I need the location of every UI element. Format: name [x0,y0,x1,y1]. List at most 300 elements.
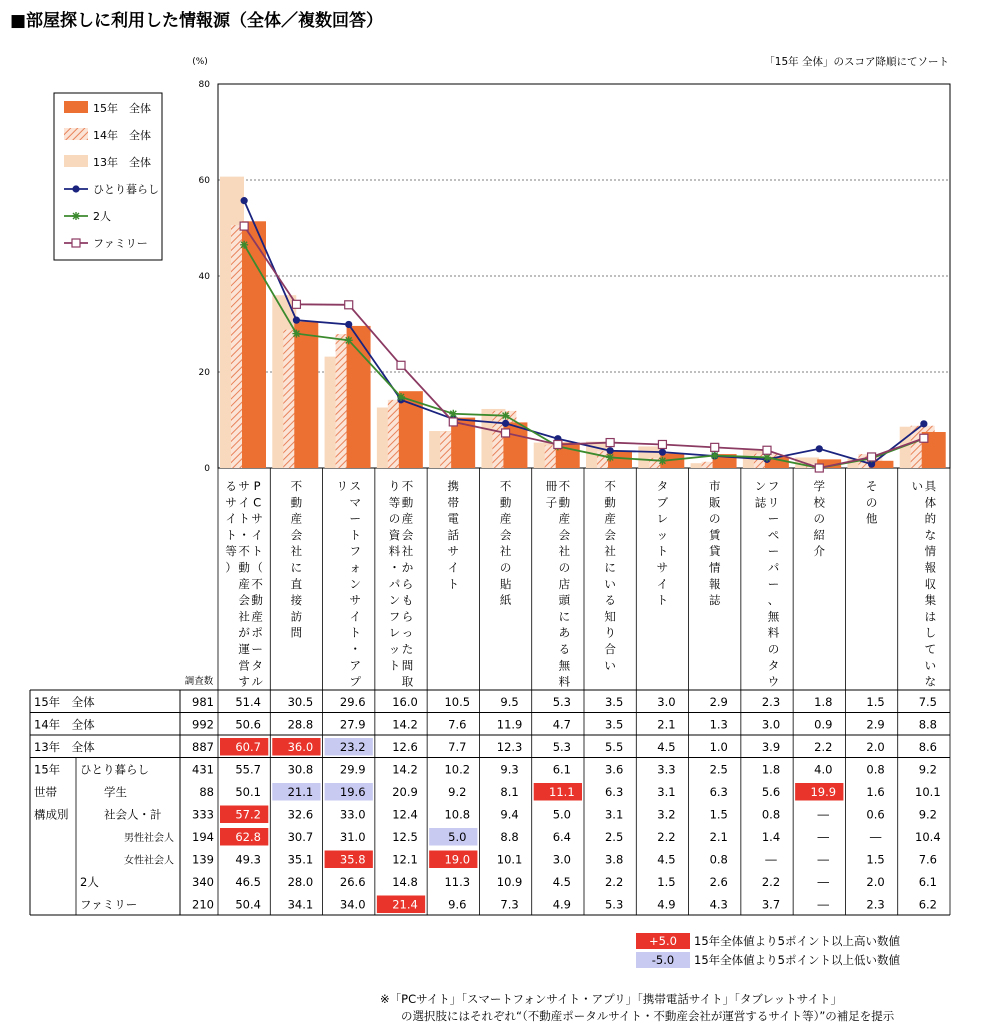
category-label-char: ト [349,625,361,640]
category-label-char: ペ [767,527,780,542]
table-cell: 4.5 [657,852,676,867]
category-label-char: 集 [924,593,937,608]
table-cell: 20.9 [392,785,418,799]
category-label-char: 等 [225,544,237,559]
row-label-secondary: ひとり暮らし [80,762,149,777]
table-cell: 9.4 [500,807,519,822]
table-cell: 50.4 [235,897,261,912]
table-cell: 32.6 [287,807,314,822]
table-cell: 2.0 [866,875,885,889]
table-cell: 4.5 [552,875,572,889]
row-count: 210 [192,897,214,912]
sort-note: 「15年 全体」のスコア降順にてソート [764,56,949,68]
legend-marker [72,239,80,247]
table-cell: 0.8 [866,762,885,777]
category-label-char: 学 [813,479,826,493]
table-cell: 51.4 [235,695,261,709]
category-label-char: タ [656,479,669,493]
marker-family [292,300,300,308]
table-cell: 1.8 [761,762,781,777]
category-label-char: ト [656,544,669,559]
category-label-char: 具 [924,479,937,493]
y-unit-label: (%) [192,57,208,67]
footnote-line-1: ※「PCサイト」「スマートフォンサイト・アプリ」「携帯電話サイト」「タブレットサイト」 [380,992,842,1006]
table-cell: 30.7 [287,830,314,844]
category-label-char: 接 [290,593,303,608]
category-label-char: り [604,625,616,640]
category-label-char: に [558,609,571,624]
table-cell: 2.2 [761,875,781,889]
table-cell: 29.9 [339,762,366,777]
category-label-char: 社 [499,544,512,559]
table-cell: 2.3 [866,897,885,912]
category-label-char: （ [251,560,263,575]
table-cell: 2.1 [709,830,728,844]
footnote [380,991,894,1025]
category-label-char: っ [401,625,414,640]
category-label-char: そ [865,479,878,493]
category-label-char: フ [767,479,780,493]
category-label-char: り [388,479,401,493]
table-cell: 4.5 [657,740,676,754]
category-label-char: の [388,511,401,526]
category-label-char: 社 [238,609,250,624]
highlight-high-box: +5.0 [636,933,690,949]
category-label-char: る [225,479,237,493]
category-label-char: ー [767,576,780,591]
table-cell: 2.3 [761,695,781,709]
category-label-char: ・ [238,527,250,542]
category-label-char: 知 [604,609,616,624]
table-cell: 1.5 [657,875,676,889]
table-cell: 5.3 [604,897,624,912]
category-label-char: い [911,479,924,493]
row-count: 194 [192,830,214,844]
row-label-primary: 15年 [34,762,61,777]
category-label-char: タ [251,658,263,673]
table-cell: ― [817,852,830,867]
category-label-char: か [401,560,414,575]
category-label-char: 動 [290,495,303,510]
row-label-secondary: 2人 [80,875,99,889]
table-cell: ― [817,807,830,822]
legend-label: ひとり暮らし [93,183,159,196]
table-cell: 55.7 [235,762,261,777]
category-label-char: 合 [604,642,616,656]
category-label-char: サ [225,495,237,510]
marker-single [345,321,352,328]
category-label-char: 会 [401,527,414,542]
table-cell: ― [869,830,882,844]
marker-family [554,440,562,448]
category-label-char: ト [225,527,237,542]
table-cell: 30.8 [287,762,314,777]
marker-two [658,457,666,465]
category-label-char: ト [349,527,361,542]
y-tick-label: 80 [198,80,210,90]
y-tick-label: 20 [198,368,210,378]
category-label-char: 営 [238,658,250,673]
legend [54,93,162,260]
marker-single [659,449,666,456]
table-cell: 1.5 [866,852,885,867]
table-cell: 2.2 [814,740,833,754]
table-cell: ― [817,830,830,844]
category-label-char: ・ [349,642,361,656]
marker-two [240,241,248,249]
table-cell: 7.7 [448,740,467,754]
category-label-char: 体 [924,495,937,510]
category-label-char: 会 [604,527,616,542]
table-cell: 14.8 [392,875,418,889]
category-label-char: プ [349,674,361,689]
category-label-char: P [253,479,261,493]
table-cell: 12.3 [496,740,523,754]
table-cell: 23.2 [339,740,366,754]
table-cell: 11.9 [496,717,523,732]
category-label-char: サ [447,544,460,559]
category-label-char: 料 [558,674,571,689]
table-cell: 11.1 [549,785,575,799]
category-label-char: 直 [290,576,303,591]
table-cell: 34.1 [287,897,314,912]
page-title: ■部屋探しに利用した情報源（全体／複数回答） [10,11,384,31]
category-label-char: 動 [251,593,263,608]
footnote-line-2: の選択肢にはそれぞれ“（不動産ポータルサイト・不動産会社が運営するサイト等）”の補足を提示 [401,1009,895,1023]
category-label-char: 不 [499,479,512,493]
table-cell: 2.6 [709,875,728,889]
table-cell: 2.9 [709,695,728,709]
category-label-char: 動 [238,560,250,575]
category-label-char: パ [767,560,780,575]
marker-single [241,197,248,204]
category-label-char: ト [388,658,401,673]
category-label-char: な [924,527,937,542]
category-label-char: る [604,593,616,608]
marker-family [606,439,614,447]
table-cell: 6.4 [552,830,572,844]
table-cell: 9.2 [448,785,467,799]
marker-family [763,446,771,454]
marker-family [658,440,666,448]
legend-marker [72,185,79,192]
category-label-char: 産 [290,511,303,526]
category-label-char: 介 [813,544,826,559]
table-cell: 35.8 [339,852,366,867]
table-cell: 3.9 [761,740,781,754]
table-cell: 0.9 [814,717,833,732]
category-label-char: 電 [447,511,460,526]
highlight-low-box: -5.0 [636,952,690,968]
table-cell: 16.0 [392,695,418,709]
table-cell: 10.9 [496,875,523,889]
row-count: 992 [192,717,214,732]
category-label-char: 社 [401,544,414,559]
marker-family [345,301,353,309]
legend-label: ファミリー [93,237,148,250]
category-label-char: 賃 [708,527,721,542]
category-label-char: す [238,674,250,689]
table-cell: 35.1 [287,852,314,867]
category-label-char: 産 [558,511,571,526]
table-cell: 6.3 [709,785,728,799]
table-cell: 12.6 [392,740,418,754]
category-label-char: ら [401,609,414,624]
marker-family [502,429,510,437]
table-cell: 9.5 [500,695,519,709]
marker-single [607,447,614,454]
category-label-char: ッ [388,642,401,656]
marker-family [449,418,457,426]
category-label-char: サ [656,560,669,575]
category-label-char: い [604,658,616,673]
category-label-char: し [924,625,937,640]
category-label-char: た [401,642,414,656]
category-label-char: て [924,642,937,656]
category-label-char: も [401,593,414,608]
table-cell: 50.6 [235,717,261,732]
table-cell: 0.6 [866,807,885,822]
category-label-char: 不 [251,576,263,591]
legend-swatch [64,128,88,140]
category-label-char: 校 [813,495,826,510]
table-cell: 4.9 [657,897,676,912]
marker-family [920,434,928,442]
table-cell: 7.5 [918,695,938,709]
category-label-char: 社 [604,544,616,559]
category-label-char: ブ [656,495,669,510]
category-label-char: 市 [708,479,721,493]
marker-two [397,393,405,401]
category-label-char: い [924,658,937,673]
marker-family [815,464,823,472]
category-label-char: 無 [558,658,571,673]
bar-15-total [347,326,371,468]
table-cell: 1.3 [709,717,728,732]
category-label-char: ッ [656,527,669,542]
table-cell: 1.6 [866,785,885,799]
table-cell: 46.5 [235,875,261,889]
table-cell: 29.6 [339,695,366,709]
row-count: 88 [199,785,214,799]
category-label-char: フ [349,544,361,559]
marker-family [711,443,719,451]
category-label-char: 報 [924,560,937,575]
table-cell: 9.2 [918,762,938,777]
table-cell: 36.0 [287,740,314,754]
axis-layer [192,57,210,474]
table-cell: 9.3 [500,762,519,777]
table-cell: 2.2 [657,830,676,844]
category-label-char: 産 [251,609,263,624]
category-label-char: 社 [558,544,571,559]
category-label-char: の [813,511,826,526]
table-cell: 3.2 [657,807,676,822]
category-label-char: ・ [388,560,401,575]
category-label-char: 貸 [708,544,721,559]
marker-two [345,336,353,344]
table-cell: 7.6 [448,717,467,732]
table-cell: 0.8 [709,852,728,867]
table-cell: 6.1 [918,875,938,889]
legend-frame [54,93,162,260]
y-tick-label: 0 [204,464,210,474]
category-label-char: サ [349,593,361,608]
category-label-char: 話 [447,527,460,542]
table-cell: 4.0 [814,762,833,777]
row-count: 139 [192,852,214,867]
category-label-char: イ [238,495,250,510]
table-cell: 11.3 [444,875,471,889]
table-cell: 10.8 [444,807,471,822]
table-cell: 12.1 [392,852,418,867]
category-label-char: 不 [238,544,250,559]
table-cell: 4.3 [709,897,728,912]
category-label-char: の [499,560,512,575]
table-cell: 19.9 [810,785,837,799]
category-label-char: C [253,495,262,510]
marker-two [449,410,457,418]
table-cell: 3.6 [604,762,624,777]
category-label-char: 料 [767,625,780,640]
table-cell: 3.0 [552,852,572,867]
category-label-char: に [604,560,616,575]
marker-family [868,453,876,461]
category-label-char: の [865,495,878,510]
category-label-char: 動 [604,495,616,510]
category-label-char: な [924,674,937,689]
category-label-char: 産 [499,511,512,526]
category-label-char: リ [336,479,348,493]
table-cell: 6.3 [604,785,624,799]
row-count: 887 [192,740,214,754]
row-label-secondary: 女性社会人 [124,855,174,867]
category-label-char: 誌 [754,495,767,510]
table-cell: 2.1 [657,717,676,732]
marker-family [240,222,248,230]
category-label-char: 産 [604,511,616,526]
category-label-char: 会 [558,527,571,542]
category-label-char: ） [225,560,237,575]
table-cell: 28.8 [287,717,314,732]
count-header: 調査数 [184,676,214,687]
table-cell: 10.2 [444,762,471,777]
table-cell: 6.2 [918,897,938,912]
category-label-char: ン [388,593,401,608]
table-cell: 9.6 [448,897,467,912]
legend-marker [72,212,80,220]
table-cell: 3.1 [604,807,624,822]
category-label-char: ポ [251,625,263,640]
category-label-char: 料 [388,544,401,559]
table-cell: 3.0 [657,695,676,709]
table-cell: 33.0 [339,807,366,822]
table-cell: 34.0 [339,897,366,912]
row-count: 431 [192,762,214,777]
category-label-char: ス [349,479,361,493]
table-cell: 57.2 [235,807,261,822]
table-cell: 19.0 [444,852,471,867]
marker-two [292,330,300,338]
table-cell: 62.8 [235,830,261,844]
table-cell: 2.5 [604,830,624,844]
category-label-char: 誌 [708,593,721,608]
table-cell: 5.0 [448,830,467,844]
category-label-char: イ [349,609,361,624]
category-label-char: ン [349,576,361,591]
legend-label: 13年 全体 [93,156,151,169]
category-label-char: 社 [290,544,303,559]
marker-two [502,412,510,420]
category-label-char: サ [251,511,263,526]
category-label-char: タ [767,658,780,673]
category-label-char: 携 [447,479,460,493]
category-label-char: レ [656,511,669,526]
category-label-char: 動 [401,495,414,510]
marker-single [816,445,823,452]
category-label-char: 冊 [545,479,558,493]
category-label-char: ー [349,511,361,526]
table-cell: 0.8 [761,807,781,822]
table-cell: 3.1 [657,785,676,799]
table-cell: 1.5 [866,695,885,709]
table-cell: 28.0 [287,875,314,889]
legend-swatch [64,155,88,167]
table-cell: 2.5 [709,762,728,777]
category-label-char: 会 [499,527,512,542]
row-label-secondary: 学生 [104,785,127,799]
category-label-char: 運 [238,642,250,656]
table-cell: 21.4 [392,897,418,912]
category-label-char: は [924,609,937,624]
row-label-primary: 構成別 [34,807,69,822]
bar-15-total [294,322,318,468]
category-label-char: 産 [238,576,250,591]
category-label-char: 訪 [290,609,303,624]
row-label-primary: 世帯 [34,785,57,799]
table-cell: 8.8 [500,830,519,844]
table-cell: 10.1 [496,852,523,867]
table-cell: 19.6 [339,785,366,799]
table-cell: 1.4 [761,830,781,844]
table-cell: 1.0 [709,740,728,754]
category-label-char: ウ [767,674,780,689]
category-label-char: 無 [767,609,780,624]
category-label-char: の [558,560,571,575]
table-cell: 30.5 [287,695,314,709]
category-label-char: 、 [767,593,780,608]
category-label-char: 情 [924,544,937,559]
category-label-char: 資 [388,527,401,542]
category-label-char: ー [767,544,780,559]
legend-label: 15年 全体 [93,102,151,115]
category-label-char: サ [238,479,250,493]
table-cell: 5.3 [552,695,572,709]
row-label-primary: 14年 全体 [34,717,95,732]
table-cell: 10.4 [915,830,941,844]
table-cell: 26.6 [339,875,366,889]
table-cell: 2.9 [866,717,885,732]
table-cell: 4.7 [552,717,572,732]
category-label-char: レ [388,625,401,640]
category-label-char: 報 [708,576,721,591]
category-label-char: 取 [401,674,414,689]
category-label-char: 動 [499,495,512,510]
table-cell: 3.3 [657,762,676,777]
row-count: 340 [192,875,214,889]
table-cell: 8.1 [500,785,519,799]
marker-family [397,361,405,369]
